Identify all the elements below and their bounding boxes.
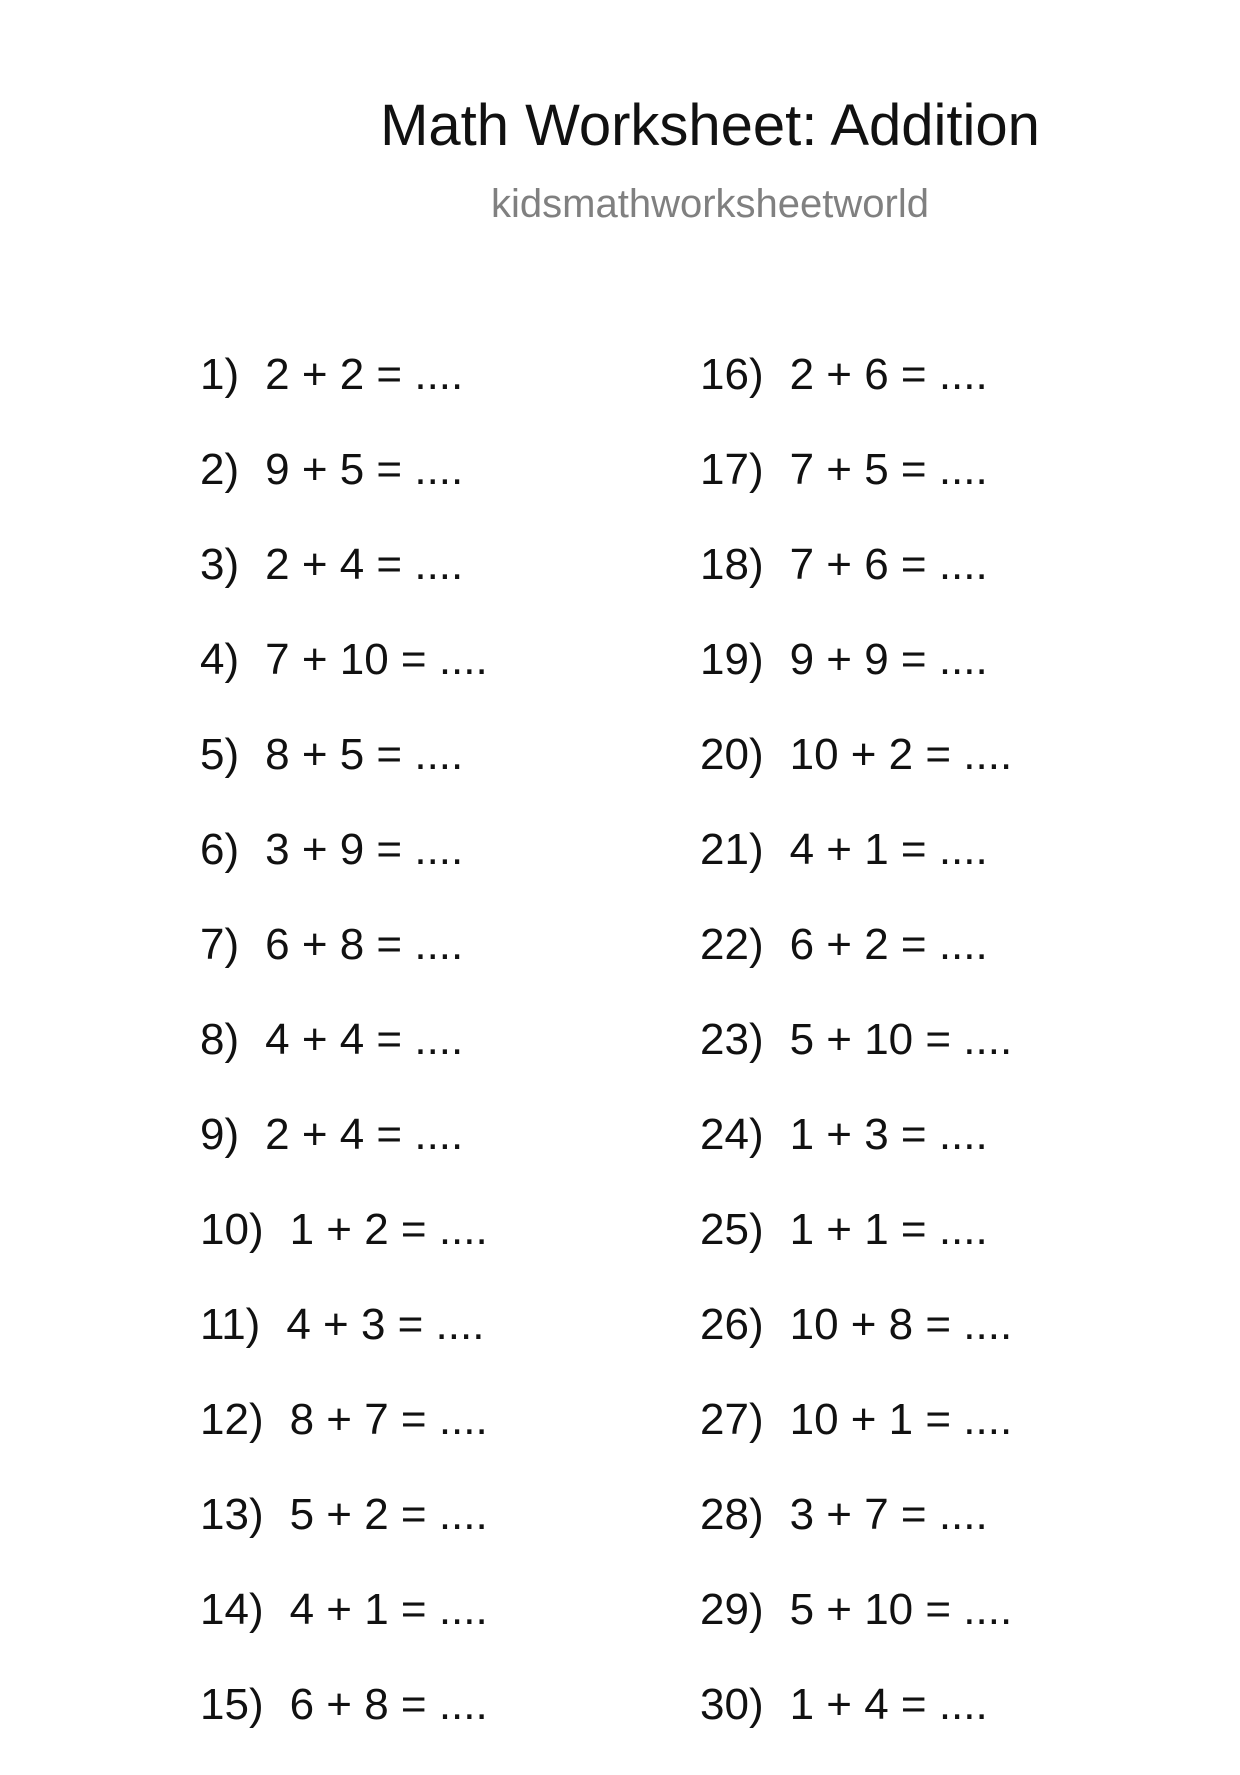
- problem-number: 15): [200, 1680, 264, 1729]
- problem-number: 4): [200, 635, 240, 684]
- problem-item: [200, 1490, 660, 1585]
- problem-expression: 4 + 1 = ....: [789, 825, 988, 874]
- problem-number: 17): [700, 445, 764, 494]
- problem-item: [200, 825, 660, 920]
- problem-item: [200, 920, 660, 1015]
- problem-item: [200, 445, 660, 540]
- problem-item: [200, 1300, 660, 1395]
- problem-number: 21): [700, 825, 764, 874]
- problem-expression: 1 + 1 = ....: [789, 1205, 988, 1254]
- problem-expression: 5 + 2 = ....: [289, 1490, 488, 1539]
- page-title: Math Worksheet: Addition: [380, 93, 1040, 158]
- problem-number: 9): [200, 1110, 240, 1159]
- problem-expression: 10 + 8 = ....: [789, 1300, 1013, 1349]
- problem-expression: 4 + 1 = ....: [289, 1585, 488, 1634]
- problem-number: 28): [700, 1490, 764, 1539]
- problem-expression: 9 + 5 = ....: [265, 445, 464, 494]
- problem-expression: 2 + 6 = ....: [789, 350, 988, 399]
- problem-item: [200, 1395, 660, 1490]
- problem-expression: 2 + 2 = ....: [265, 350, 464, 399]
- problem-item: [700, 825, 1160, 920]
- problem-number: 1): [200, 350, 240, 399]
- problem-number: 20): [700, 730, 764, 779]
- problem-number: 27): [700, 1395, 764, 1444]
- problem-number: 19): [700, 635, 764, 684]
- problem-expression: 5 + 10 = ....: [789, 1585, 1013, 1634]
- page-subtitle: kidsmathworksheetworld: [491, 182, 929, 226]
- problem-expression: 10 + 2 = ....: [789, 730, 1013, 779]
- problem-number: 13): [200, 1490, 264, 1539]
- problem-expression: 7 + 5 = ....: [789, 445, 988, 494]
- problem-number: 16): [700, 350, 764, 399]
- problem-number: 11): [200, 1300, 261, 1349]
- problem-item: [200, 1680, 660, 1775]
- problem-expression: 4 + 3 = ....: [286, 1300, 485, 1349]
- problem-number: 22): [700, 920, 764, 969]
- problem-item: [700, 1585, 1160, 1680]
- problem-number: 8): [200, 1015, 240, 1064]
- problem-expression: 1 + 3 = ....: [789, 1110, 988, 1159]
- problem-expression: 2 + 4 = ....: [265, 540, 464, 589]
- problem-expression: 8 + 7 = ....: [289, 1395, 488, 1444]
- problem-item: [700, 445, 1160, 540]
- problem-number: 24): [700, 1110, 764, 1159]
- problem-item: [700, 730, 1160, 825]
- problem-number: 6): [200, 825, 240, 874]
- problem-number: 29): [700, 1585, 764, 1634]
- problem-expression: 3 + 7 = ....: [789, 1490, 988, 1539]
- problem-expression: 5 + 10 = ....: [789, 1015, 1013, 1064]
- problem-number: 18): [700, 540, 764, 589]
- problem-item: [200, 540, 660, 635]
- problem-item: [700, 920, 1160, 1015]
- problem-item: [200, 635, 660, 730]
- problem-item: [700, 1490, 1160, 1585]
- problem-expression: 6 + 8 = ....: [265, 920, 464, 969]
- problem-column-right: [700, 350, 1160, 1775]
- problem-column-left: [200, 350, 660, 1775]
- problem-item: [200, 1015, 660, 1110]
- problem-expression: 7 + 10 = ....: [265, 635, 488, 684]
- problem-item: [200, 1585, 660, 1680]
- problem-expression: 7 + 6 = ....: [789, 540, 988, 589]
- problem-item: [700, 1680, 1160, 1775]
- problem-number: 7): [200, 920, 240, 969]
- problem-number: 10): [200, 1205, 264, 1254]
- problem-expression: 2 + 4 = ....: [265, 1110, 464, 1159]
- problem-expression: 1 + 2 = ....: [289, 1205, 488, 1254]
- problem-expression: 8 + 5 = ....: [265, 730, 464, 779]
- problem-item: [700, 1395, 1160, 1490]
- problem-expression: 4 + 4 = ....: [265, 1015, 464, 1064]
- problem-number: 30): [700, 1680, 764, 1729]
- problem-expression: 9 + 9 = ....: [789, 635, 988, 684]
- problem-number: 14): [200, 1585, 264, 1634]
- problem-number: 26): [700, 1300, 764, 1349]
- problem-item: [700, 1205, 1160, 1300]
- problem-number: 23): [700, 1015, 764, 1064]
- problem-number: 2): [200, 445, 240, 494]
- problem-expression: 10 + 1 = ....: [789, 1395, 1013, 1444]
- problem-number: 25): [700, 1205, 764, 1254]
- problem-item: [700, 540, 1160, 635]
- problem-item: [700, 1300, 1160, 1395]
- problem-item: [200, 350, 660, 445]
- problem-expression: 6 + 8 = ....: [289, 1680, 488, 1729]
- problem-item: [200, 1205, 660, 1300]
- problem-item: [700, 635, 1160, 730]
- problem-expression: 1 + 4 = ....: [789, 1680, 988, 1729]
- problem-item: [700, 1015, 1160, 1110]
- problem-item: [200, 730, 660, 825]
- problem-number: 5): [200, 730, 240, 779]
- problem-item: [700, 1110, 1160, 1205]
- problem-item: [200, 1110, 660, 1205]
- problem-number: 3): [200, 540, 240, 589]
- problem-item: [700, 350, 1160, 445]
- problem-number: 12): [200, 1395, 264, 1444]
- problem-expression: 3 + 9 = ....: [265, 825, 464, 874]
- problem-expression: 6 + 2 = ....: [789, 920, 988, 969]
